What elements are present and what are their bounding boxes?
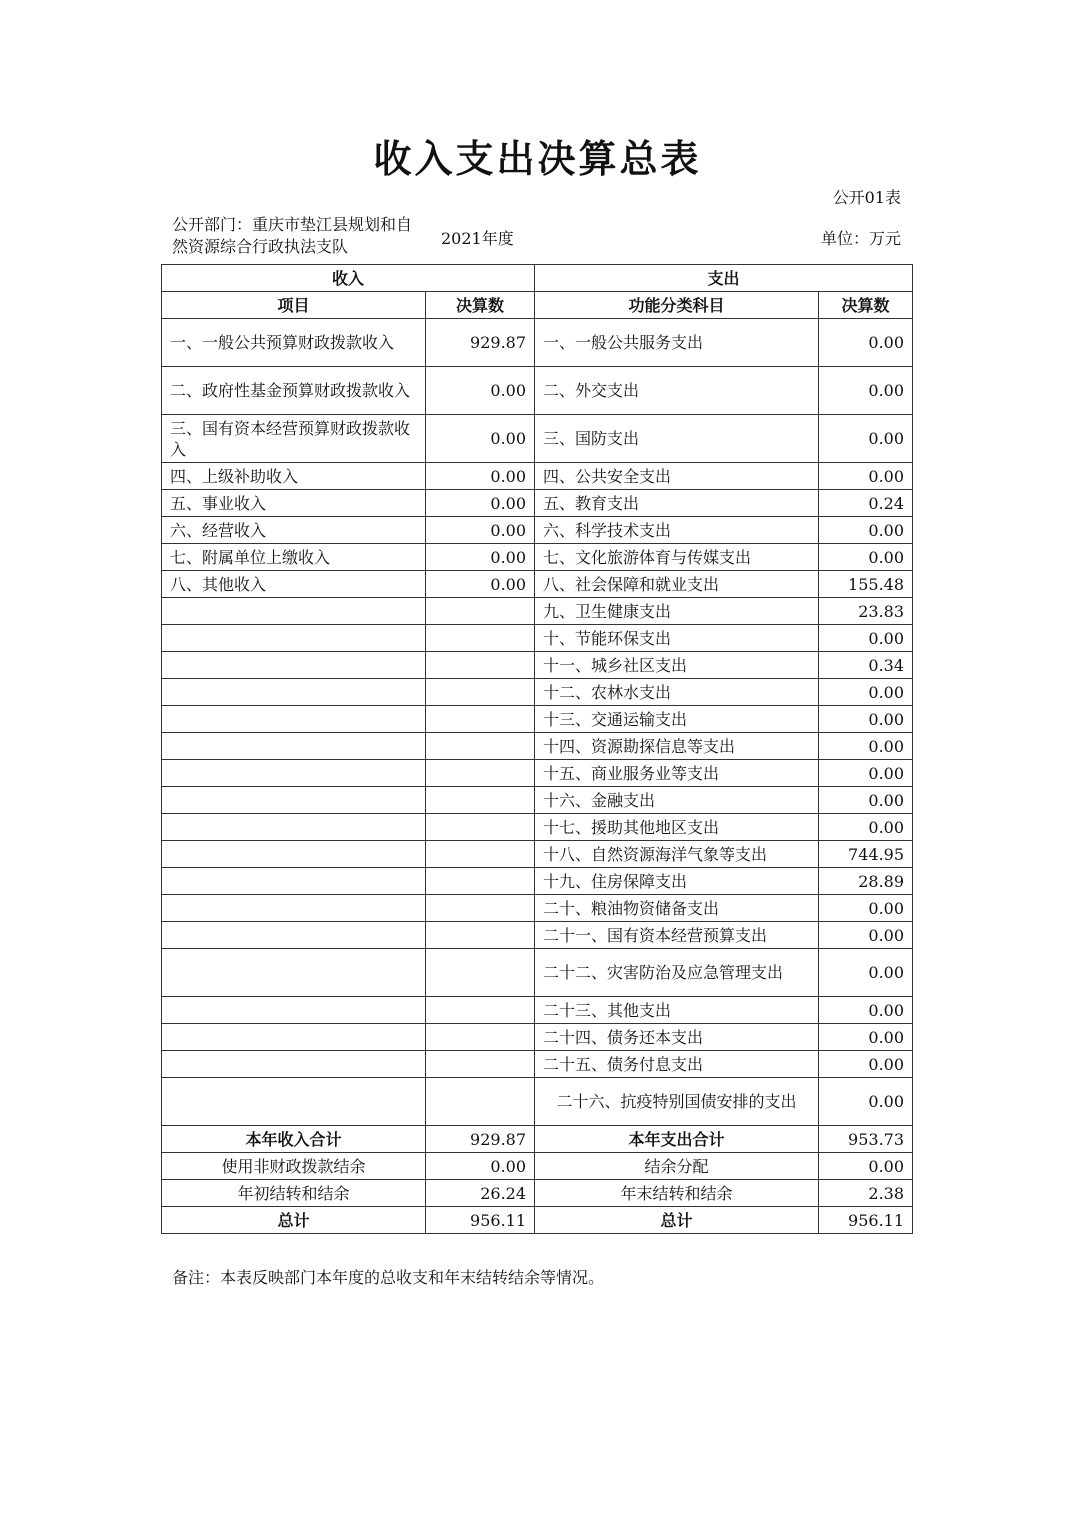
expense-amount: 0.00 [819,814,913,841]
summary-income-item: 本年收入合计 [162,1126,426,1153]
expense-amount: 0.00 [819,679,913,706]
summary-income-item: 总计 [162,1207,426,1234]
table-row [162,319,913,367]
summary-income-amount: 26.24 [426,1180,535,1207]
table-row [162,922,913,949]
summary-income-item: 使用非财政拨款结余 [162,1153,426,1180]
table-row [162,490,913,517]
expense-amount: 0.24 [819,490,913,517]
table-row [162,679,913,706]
expense-item: 二十四、债务还本支出 [535,1024,819,1051]
income-amount: 0.00 [426,544,535,571]
income-item [162,706,426,733]
expense-amount: 0.00 [819,1051,913,1078]
income-item [162,760,426,787]
income-amount [426,706,535,733]
summary-income-amount: 929.87 [426,1126,535,1153]
table-row [162,598,913,625]
income-amount [426,895,535,922]
income-amount [426,949,535,997]
table-row [162,1024,913,1051]
summary-expense-amount: 2.38 [819,1180,913,1207]
income-amount: 0.00 [426,367,535,415]
income-item [162,679,426,706]
income-item [162,733,426,760]
amount-header-2: 决算数 [819,292,913,319]
income-amount [426,814,535,841]
income-amount [426,1078,535,1126]
expense-item: 十五、商业服务业等支出 [535,760,819,787]
expense-item: 六、科学技术支出 [535,517,819,544]
income-item: 四、上级补助收入 [162,463,426,490]
income-amount [426,733,535,760]
footnote: 备注：本表反映部门本年度的总收支和年末结转结余等情况。 [172,1268,605,1287]
item-header: 项目 [162,292,426,319]
expense-amount: 0.34 [819,652,913,679]
income-amount [426,652,535,679]
income-amount [426,1024,535,1051]
table-header-row-2 [162,292,913,319]
expense-item: 七、文化旅游体育与传媒支出 [535,544,819,571]
expense-item: 十六、金融支出 [535,787,819,814]
table-header-row-1 [162,265,913,292]
income-item [162,895,426,922]
income-item [162,949,426,997]
expense-item: 十三、交通运输支出 [535,706,819,733]
summary-expense-amount: 0.00 [819,1153,913,1180]
expense-item: 五、教育支出 [535,490,819,517]
income-amount [426,868,535,895]
fiscal-year: 2021年度 [441,229,514,248]
income-item [162,598,426,625]
expense-amount: 0.00 [819,1024,913,1051]
income-item [162,652,426,679]
summary-expense-item: 本年支出合计 [535,1126,819,1153]
summary-expense-item: 结余分配 [535,1153,819,1180]
summary-row [162,1126,913,1153]
table-row [162,1051,913,1078]
expense-item: 二、外交支出 [535,367,819,415]
summary-row [162,1207,913,1234]
income-amount: 929.87 [426,319,535,367]
table-row [162,571,913,598]
income-amount [426,922,535,949]
expense-amount: 0.00 [819,787,913,814]
income-item [162,1024,426,1051]
table-row [162,706,913,733]
income-item: 五、事业收入 [162,490,426,517]
expense-item: 二十五、债务付息支出 [535,1051,819,1078]
income-item: 八、其他收入 [162,571,426,598]
expense-amount: 744.95 [819,841,913,868]
expense-item: 十二、农林水支出 [535,679,819,706]
income-item [162,997,426,1024]
expense-amount: 28.89 [819,868,913,895]
expense-amount: 0.00 [819,760,913,787]
expense-amount: 0.00 [819,706,913,733]
income-item [162,814,426,841]
expense-item: 八、社会保障和就业支出 [535,571,819,598]
expense-amount: 0.00 [819,997,913,1024]
summary-row [162,1153,913,1180]
table-row [162,997,913,1024]
income-item [162,841,426,868]
expense-item: 十七、援助其他地区支出 [535,814,819,841]
expense-item: 二十、粮油物资储备支出 [535,895,819,922]
expense-amount: 0.00 [819,733,913,760]
income-amount: 0.00 [426,517,535,544]
table-row [162,652,913,679]
expense-amount: 0.00 [819,517,913,544]
table-row [162,895,913,922]
expense-amount: 0.00 [819,463,913,490]
table-row [162,625,913,652]
income-amount [426,841,535,868]
expense-item: 二十二、灾害防治及应急管理支出 [535,949,819,997]
expense-amount: 0.00 [819,319,913,367]
income-item: 一、一般公共预算财政拨款收入 [162,319,426,367]
income-item: 七、附属单位上缴收入 [162,544,426,571]
table-row [162,733,913,760]
income-item [162,787,426,814]
income-amount: 0.00 [426,463,535,490]
expense-item: 十九、住房保障支出 [535,868,819,895]
table-row [162,544,913,571]
expense-item: 二十六、抗疫特别国债安排的支出 [535,1078,819,1126]
summary-income-item: 年初结转和结余 [162,1180,426,1207]
summary-row [162,1180,913,1207]
income-amount [426,679,535,706]
expense-item: 十、节能环保支出 [535,625,819,652]
income-item [162,868,426,895]
table-row [162,868,913,895]
income-item [162,1051,426,1078]
expense-amount: 155.48 [819,571,913,598]
table-row [162,463,913,490]
expense-header: 支出 [535,265,913,292]
summary-income-amount: 0.00 [426,1153,535,1180]
table-row [162,814,913,841]
summary-expense-amount: 953.73 [819,1126,913,1153]
table-row [162,415,913,463]
unit-label: 单位：万元 [820,229,901,248]
table-row [162,949,913,997]
expense-amount: 23.83 [819,598,913,625]
table-row [162,760,913,787]
page-title: 收入支出决算总表 [373,137,702,181]
income-item [162,625,426,652]
table-row [162,367,913,415]
expense-item: 九、卫生健康支出 [535,598,819,625]
income-amount [426,760,535,787]
summary-expense-amount: 956.11 [819,1207,913,1234]
table-row [162,517,913,544]
expense-item: 十一、城乡社区支出 [535,652,819,679]
expense-item: 一、一般公共服务支出 [535,319,819,367]
income-amount [426,598,535,625]
table-row [162,787,913,814]
income-item: 二、政府性基金预算财政拨款收入 [162,367,426,415]
income-amount: 0.00 [426,571,535,598]
income-amount [426,625,535,652]
income-item: 六、经营收入 [162,517,426,544]
expense-item: 十四、资源勘探信息等支出 [535,733,819,760]
expense-amount: 0.00 [819,415,913,463]
amount-header: 决算数 [426,292,535,319]
table-row [162,841,913,868]
expense-item: 二十一、国有资本经营预算支出 [535,922,819,949]
income-item [162,922,426,949]
income-amount [426,787,535,814]
expense-amount: 0.00 [819,1078,913,1126]
summary-expense-item: 年末结转和结余 [535,1180,819,1207]
income-amount: 0.00 [426,415,535,463]
expense-amount: 0.00 [819,922,913,949]
expense-item: 十八、自然资源海洋气象等支出 [535,841,819,868]
income-item [162,1078,426,1126]
form-number: 公开01表 [832,188,901,207]
expense-amount: 0.00 [819,544,913,571]
table-row [162,1078,913,1126]
expense-amount: 0.00 [819,895,913,922]
summary-expense-item: 总计 [535,1207,819,1234]
income-item: 三、国有资本经营预算财政拨款收入 [162,415,426,463]
expense-item: 三、国防支出 [535,415,819,463]
expense-amount: 0.00 [819,949,913,997]
income-header: 收入 [162,265,535,292]
summary-income-amount: 956.11 [426,1207,535,1234]
income-amount [426,997,535,1024]
department-label: 公开部门：重庆市垫江县规划和自然资源综合行政执法支队 [172,215,413,256]
income-amount: 0.00 [426,490,535,517]
income-amount [426,1051,535,1078]
expense-amount: 0.00 [819,367,913,415]
income-expense-table [161,264,913,1234]
expense-item: 四、公共安全支出 [535,463,819,490]
func-item-header: 功能分类科目 [535,292,819,319]
expense-item: 二十三、其他支出 [535,997,819,1024]
expense-amount: 0.00 [819,625,913,652]
